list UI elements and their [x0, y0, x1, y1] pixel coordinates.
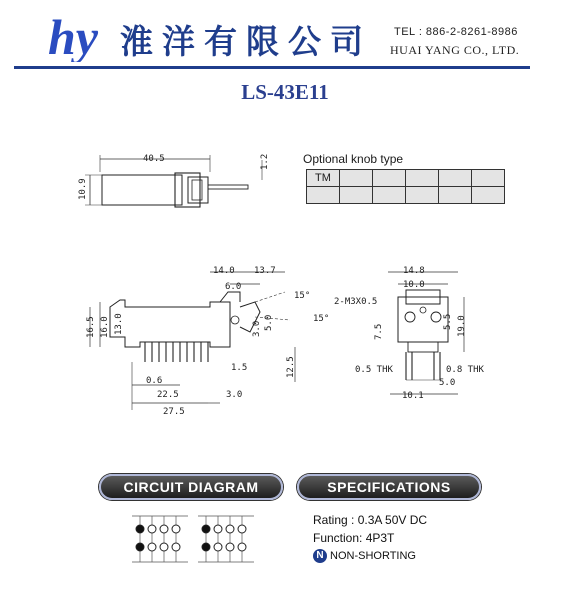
- knob-cell: [406, 170, 439, 187]
- dim-pin: 1.5: [231, 363, 248, 373]
- dim-l3: 3.0: [226, 390, 243, 400]
- telephone: TEL : 886-2-8261-8986: [394, 26, 518, 38]
- dim-l1: 22.5: [157, 390, 179, 400]
- dim-height: 10.9: [78, 178, 88, 200]
- spec-function: Function: 4P3T: [313, 531, 395, 545]
- dim-l2: 27.5: [163, 407, 185, 417]
- knob-cell: [307, 187, 340, 204]
- dim-p1: 0.6: [146, 376, 163, 386]
- dim-length: 40.5: [143, 154, 165, 164]
- dim-angle1: 15°: [294, 291, 311, 301]
- dim-end-p2: 10.1: [402, 391, 424, 401]
- company-name-cn: 淮洋有限公司: [120, 22, 372, 61]
- dim-h1: 16.5: [86, 316, 96, 338]
- knob-cell: [373, 187, 406, 204]
- company-logo: [46, 10, 118, 62]
- dim-thickness: 1.2: [260, 153, 270, 170]
- logo-letters: hy: [48, 10, 98, 62]
- knob-type-table: [306, 169, 505, 204]
- knob-cell: [439, 170, 472, 187]
- knob-cell: [340, 170, 373, 187]
- dim-end-h3: 19.0: [457, 315, 467, 337]
- dim-d2: 13.7: [254, 266, 276, 276]
- company-name-en: HUAI YANG CO., LTD.: [390, 43, 520, 57]
- knob-cell: [373, 170, 406, 187]
- dim-w1: 3.0: [252, 320, 262, 337]
- knob-cell: [472, 170, 505, 187]
- dim-h3: 13.0: [114, 313, 124, 335]
- dim-thk2: 0.8 THK: [446, 365, 484, 375]
- spec-rating: Rating : 0.3A 50V DC: [313, 513, 428, 527]
- top-view-drawing: [80, 150, 280, 225]
- optional-knob-label: Optional knob type: [303, 152, 404, 166]
- knob-cell: [340, 187, 373, 204]
- dim-thk1: 0.5 THK: [355, 365, 393, 375]
- non-shorting-label: NON-SHORTING: [330, 550, 416, 562]
- model-title: LS-43E11: [241, 80, 329, 104]
- circuit-left-block: [132, 516, 188, 562]
- dim-end-h2: 5.5: [443, 313, 453, 330]
- dim-h4: 12.5: [286, 356, 296, 378]
- knob-cell: [472, 187, 505, 204]
- specifications-heading: SPECIFICATIONS: [297, 474, 481, 500]
- knob-cell: [406, 187, 439, 204]
- non-shorting-icon: N: [313, 549, 327, 563]
- dim-d1: 14.0: [213, 266, 235, 276]
- knob-cell: [439, 187, 472, 204]
- dim-screw: 2-M3X0.5: [334, 297, 378, 307]
- dim-w2: 5.0: [264, 314, 274, 331]
- circuit-diagram: [128, 513, 258, 565]
- end-view-drawing: [370, 262, 490, 412]
- circuit-diagram-heading: CIRCUIT DIAGRAM: [99, 474, 283, 500]
- dim-h2: 16.0: [100, 316, 110, 338]
- knob-cell: TM: [307, 170, 340, 187]
- dim-end-h1: 7.5: [374, 323, 384, 340]
- header: [0, 0, 570, 70]
- side-view-drawing: [80, 262, 320, 417]
- dim-angle2: 15°: [313, 314, 330, 324]
- dim-end-p1: 5.0: [439, 378, 456, 388]
- header-divider: [14, 66, 530, 69]
- dim-d3: 6.0: [225, 282, 242, 292]
- dim-end-w2: 10.0: [403, 280, 425, 290]
- circuit-right-block: [198, 516, 254, 562]
- dim-end-w1: 14.8: [403, 266, 425, 276]
